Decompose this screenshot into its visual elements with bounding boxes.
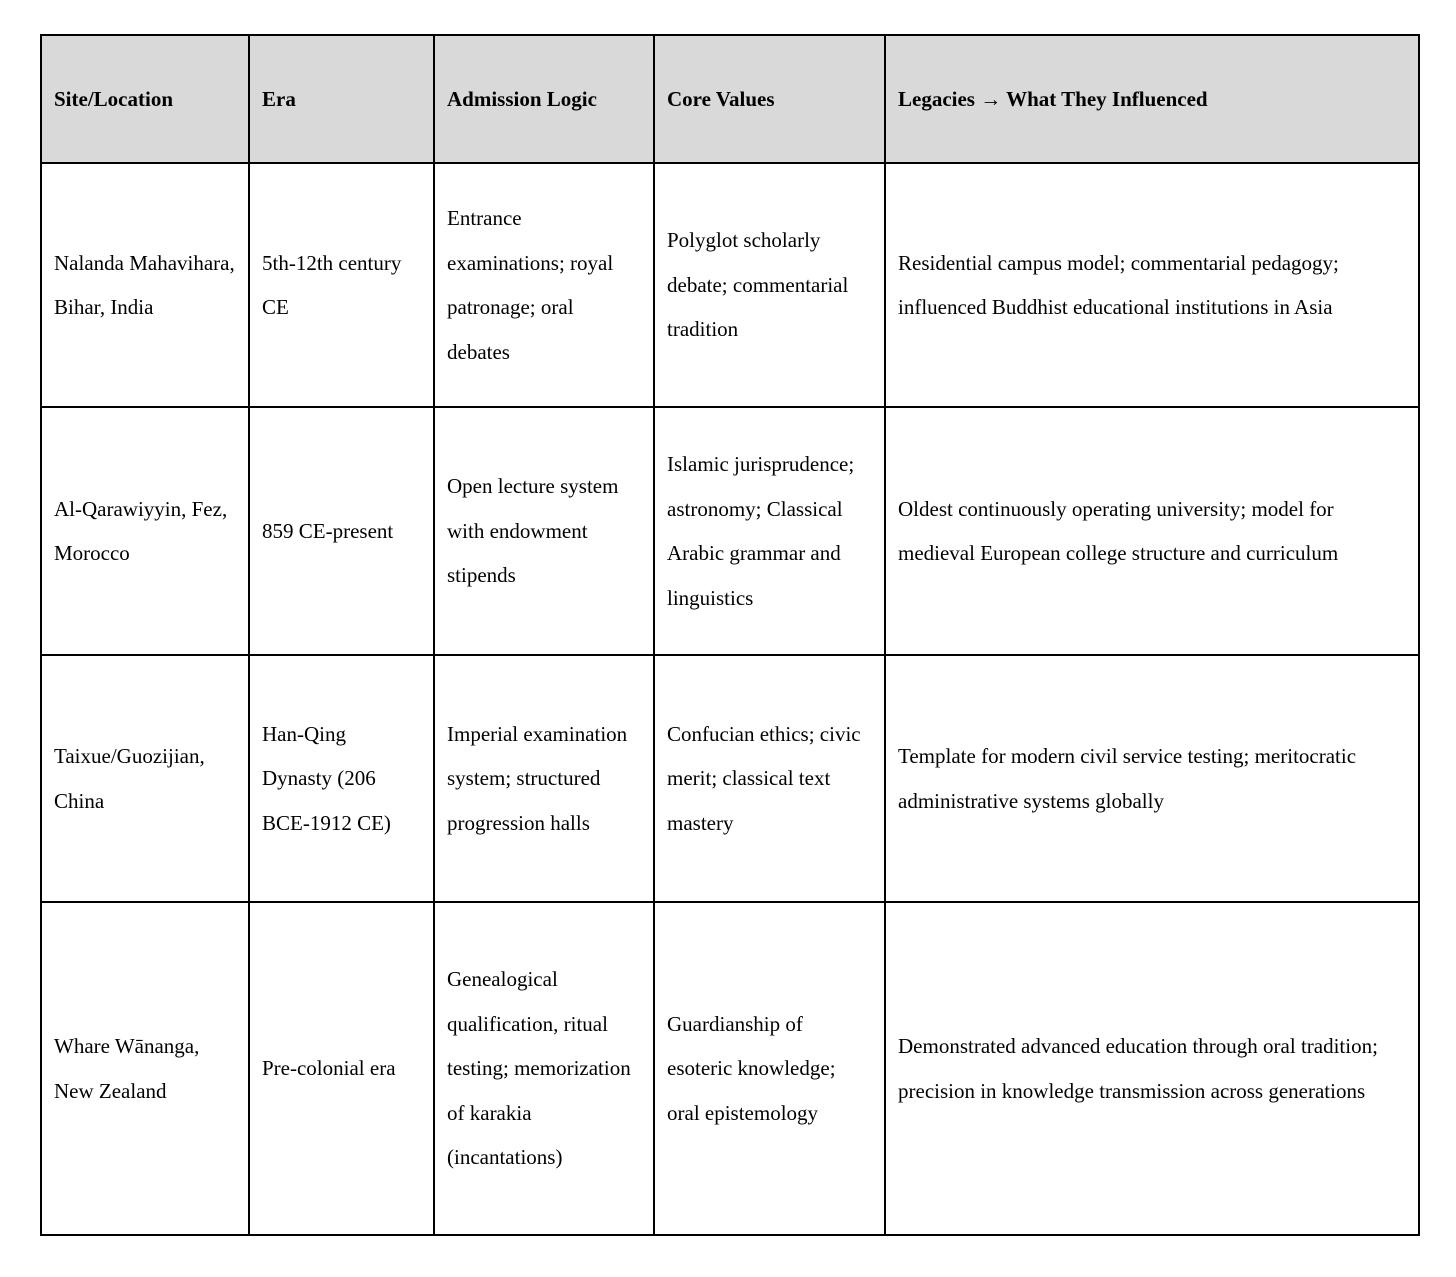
cell-site-location: Al-Qarawiyyin, Fez, Morocco [41, 407, 249, 655]
cell-admission-logic: Open lecture system with endowment stipends [434, 407, 654, 655]
cell-legacies: Oldest continuously operating university; model for medieval European college structure and curriculum [885, 407, 1419, 655]
cell-era: 5th-12th century CE [249, 163, 434, 407]
header-admission-logic: Admission Logic [434, 35, 654, 163]
cell-legacies: Residential campus model; commentarial pedagogy; influenced Buddhist educational institutions in Asia [885, 163, 1419, 407]
cell-admission-logic: Imperial examination system; structured progression halls [434, 655, 654, 902]
table-row [41, 655, 1419, 902]
header-legacies: Legacies → What They Influenced [885, 35, 1419, 163]
table-row [41, 407, 1419, 655]
cell-core-values: Guardianship of esoteric knowledge; oral epistemology [654, 902, 885, 1235]
comparison-table [40, 34, 1420, 1236]
cell-era: Pre-colonial era [249, 902, 434, 1235]
cell-site-location: Nalanda Mahavihara, Bihar, India [41, 163, 249, 407]
cell-era: Han-Qing Dynasty (206 BCE-1912 CE) [249, 655, 434, 902]
cell-site-location: Whare Wānanga, New Zealand [41, 902, 249, 1235]
header-site-location: Site/Location [41, 35, 249, 163]
header-era: Era [249, 35, 434, 163]
cell-core-values: Polyglot scholarly debate; commentarial tradition [654, 163, 885, 407]
cell-era: 859 CE-present [249, 407, 434, 655]
cell-core-values: Islamic jurisprudence; astronomy; Classical Arabic grammar and linguistics [654, 407, 885, 655]
cell-legacies: Template for modern civil service testing; meritocratic administrative systems globally [885, 655, 1419, 902]
cell-legacies: Demonstrated advanced education through oral tradition; precision in knowledge transmission across generations [885, 902, 1419, 1235]
table-header-row [41, 35, 1419, 163]
cell-admission-logic: Genealogical qualification, ritual testing; memorization of karakia (incantations) [434, 902, 654, 1235]
cell-core-values: Confucian ethics; civic merit; classical text mastery [654, 655, 885, 902]
cell-admission-logic: Entrance examinations; royal patronage; oral debates [434, 163, 654, 407]
comparison-table-container [40, 34, 1418, 1236]
table-row [41, 902, 1419, 1235]
table-row [41, 163, 1419, 407]
cell-site-location: Taixue/Guozijian, China [41, 655, 249, 902]
header-core-values: Core Values [654, 35, 885, 163]
